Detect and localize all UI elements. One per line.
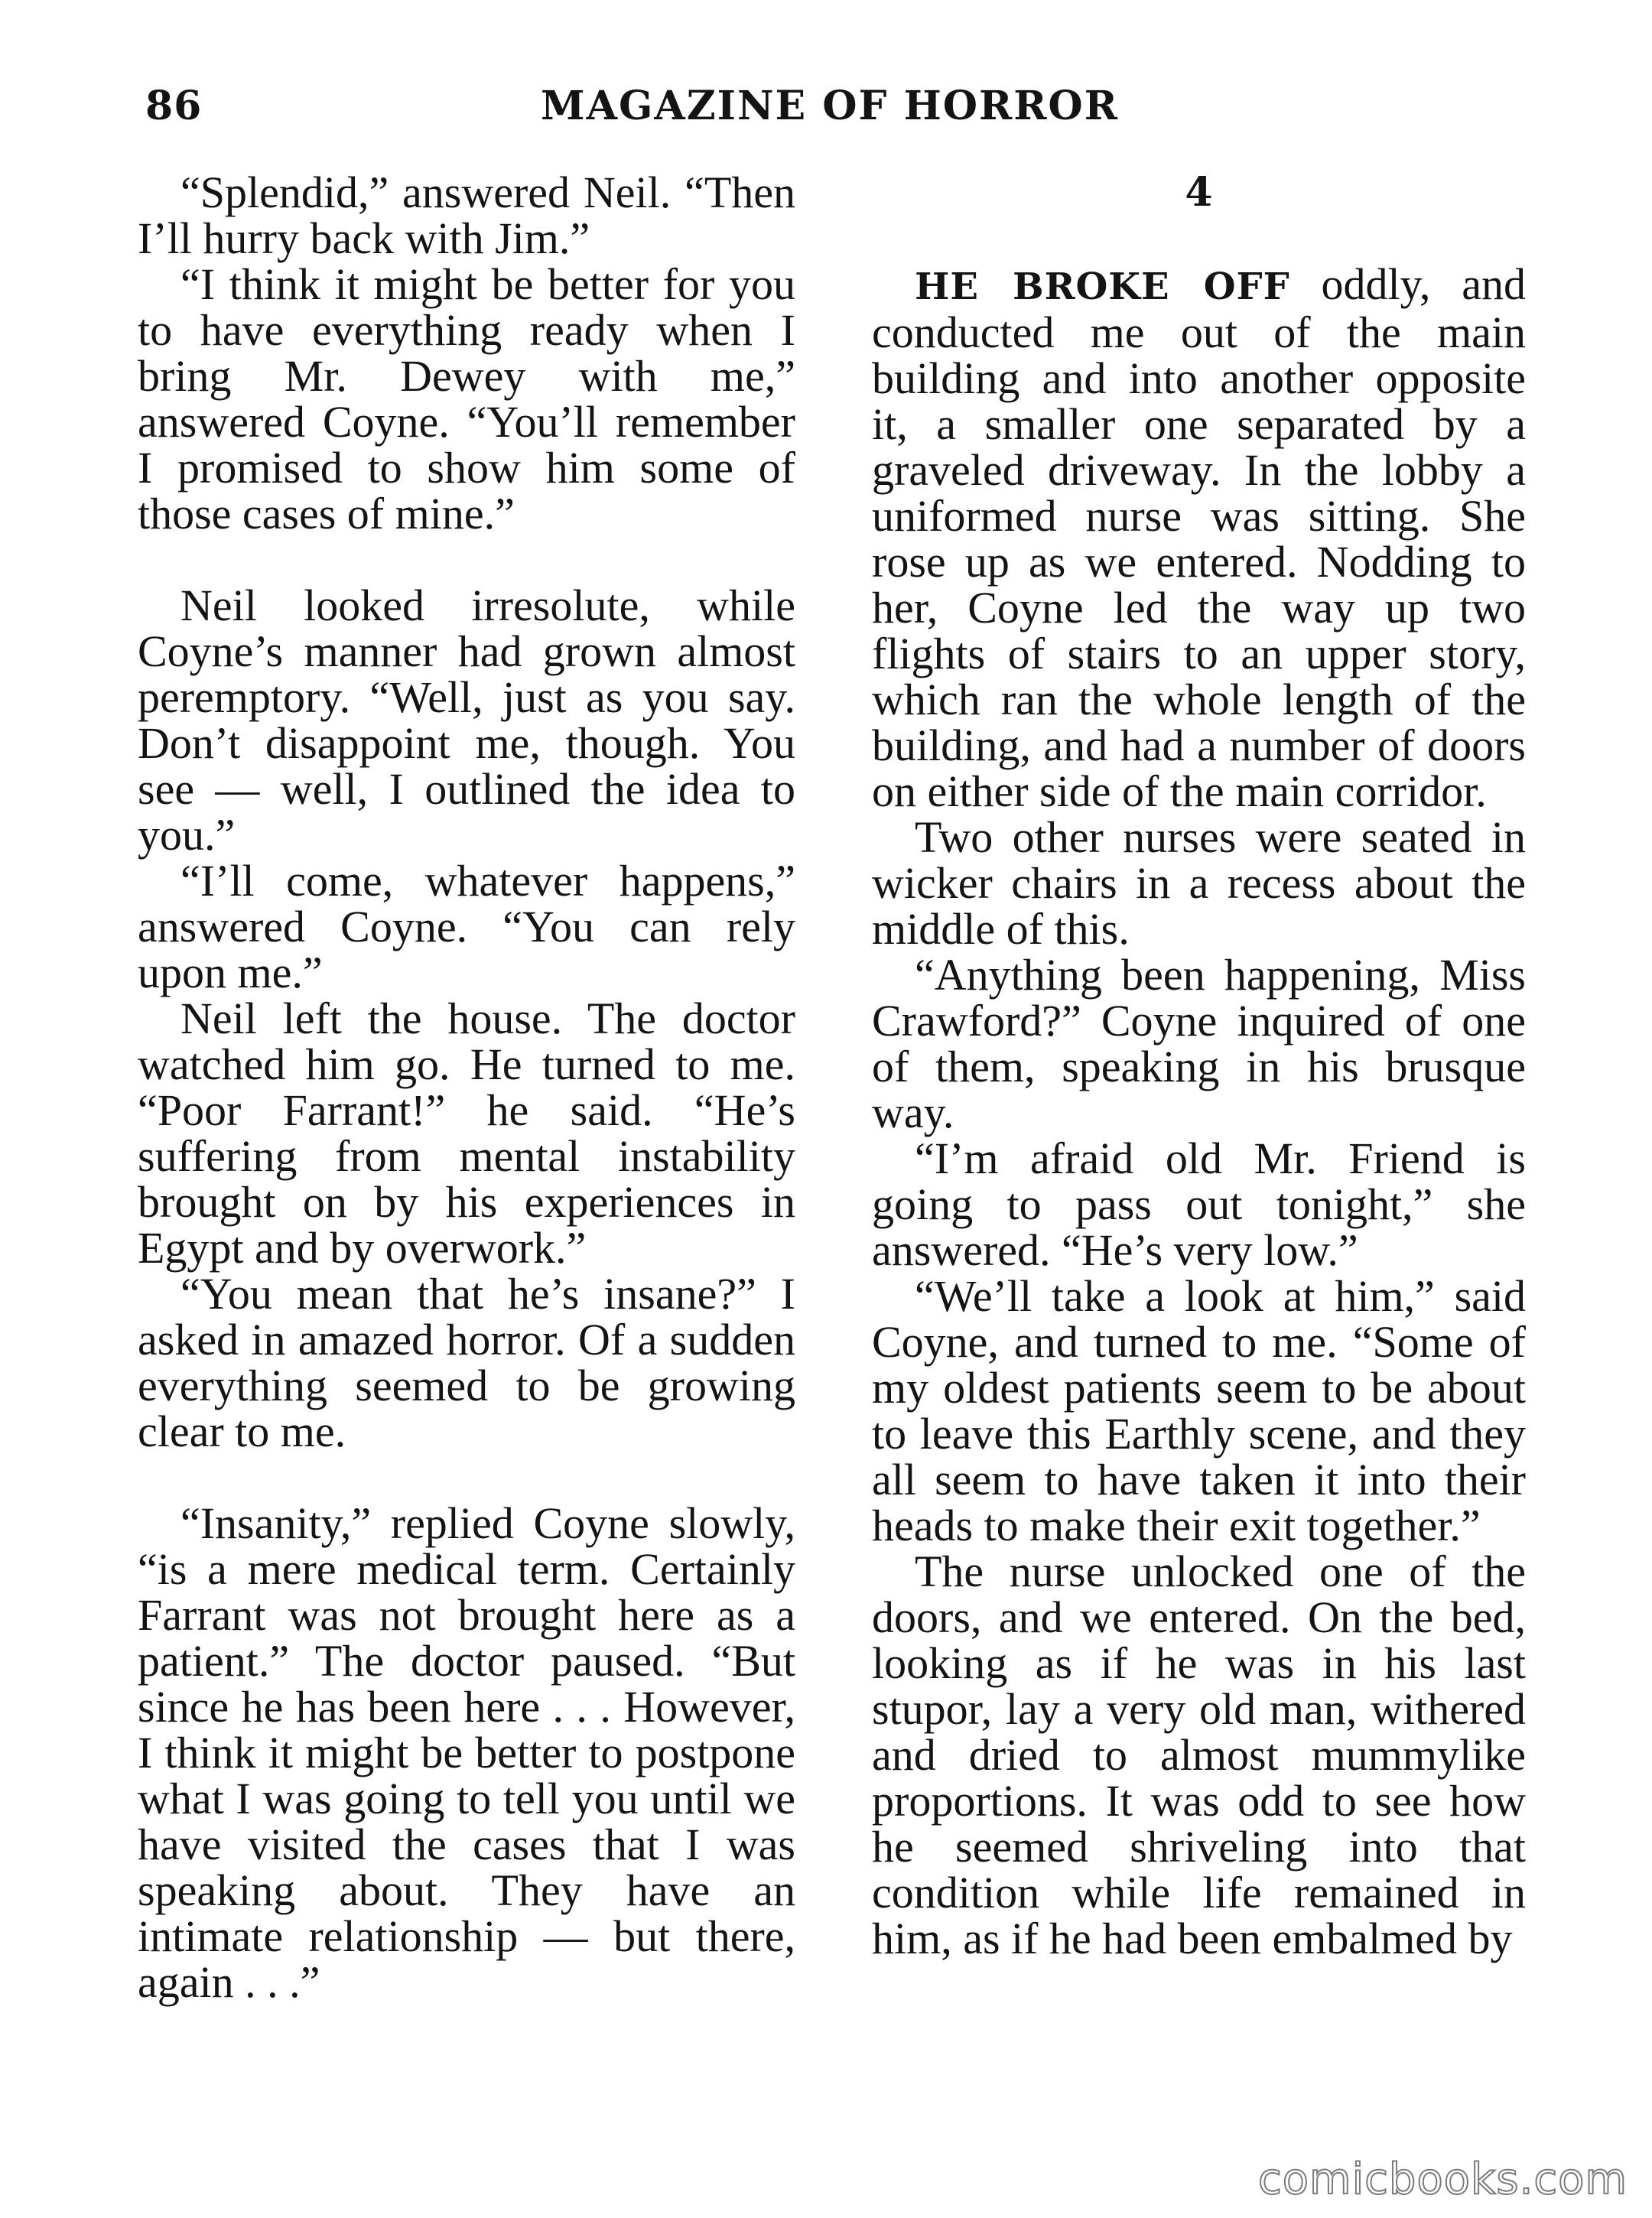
paragraph: “I’ll come, whatever happens,” answered Coyne. “You can rely upon me.” (138, 856, 795, 997)
paragraph: Neil left the house. The doctor watched him go. He turned to me. “Poor Farrant!” he said. “He’s suffering from mental instability brought on by his experiences in Egypt and by overwork.” (138, 994, 795, 1273)
paragraph: The nurse unlocked one of the doors, and we entered. On the bed, looking as if he was in his last stupor, lay a very old man, withered and dried to almost mummylike proportions. It was odd to see how he seemed shriveling into that condition while life remained in him, as if he had been embalmed by (872, 1546, 1526, 1963)
page-header (145, 83, 1514, 144)
right-column (872, 170, 1526, 1962)
running-title: MAGAZINE OF HORROR (541, 83, 1119, 129)
page-number: 86 (145, 83, 203, 129)
paragraph: “We’ll take a look at him,” said Coyne, and turned to me. “Some of my oldest patients seem to be about to leave this Earthly scene, and they all seem to have taken it into their heads to make their exit together.” (872, 1271, 1526, 1550)
paragraph: “Insanity,” replied Coyne slowly, “is a mere medical term. Certainly Farrant was not brought here as a patient.” The doctor paused. “But since he has been here . . . However, I think it might be better to postpone what I was going to tell you until we have visited the cases that I was speaking about. They have an intimate relationship — but there, again . . .” (138, 1498, 795, 2007)
opening-paragraph (872, 259, 1526, 816)
paragraph: Neil looked irresolute, while Coyne’s manner had grown almost peremptory. “Well, just as you say. Don’t disappoint me, though. You see — well, I outlined the idea to you.” (138, 581, 795, 860)
paragraph: Two other nurses were seated in wicker chairs in a recess about the middle of this. (872, 812, 1526, 954)
paragraph: “I think it might be better for you to have everything ready when I bring Mr. Dewey with me,” answered Coyne. “You’ll remember I promised to show him some of those cases of mine.” (138, 259, 795, 538)
paragraph: “I’m afraid old Mr. Friend is going to pass out tonight,” she answered. “He’s very low.” (872, 1133, 1526, 1275)
watermark: comicbooks.com (1257, 2155, 1628, 2204)
section-number: 4 (1185, 169, 1213, 216)
opening-small-caps: HE BROKE OFF (915, 265, 1290, 308)
paragraph: “You mean that he’s insane?” I asked in amazed horror. Of a sudden everything seemed to be growing clear to me. (138, 1269, 795, 1456)
left-column (138, 167, 795, 2007)
paragraph: “Splendid,” answered Neil. “Then I’ll hurry back with Jim.” (138, 167, 795, 263)
opening-text: oddly, and conducted me out of the main building and into another opposite it, a smaller one separated by a graveled driveway. In the lobby a uniformed nurse was sitting. She rose up as we entered. Nodding to her, Coyne led the way up two flights of stairs to an upper story, which ran the whole length of the building, and had a number of doors on either side of the main corridor. (872, 259, 1526, 816)
paragraph: “Anything been happening, Miss Crawford?” Coyne inquired of one of them, speaking in his brusque way. (872, 950, 1526, 1137)
